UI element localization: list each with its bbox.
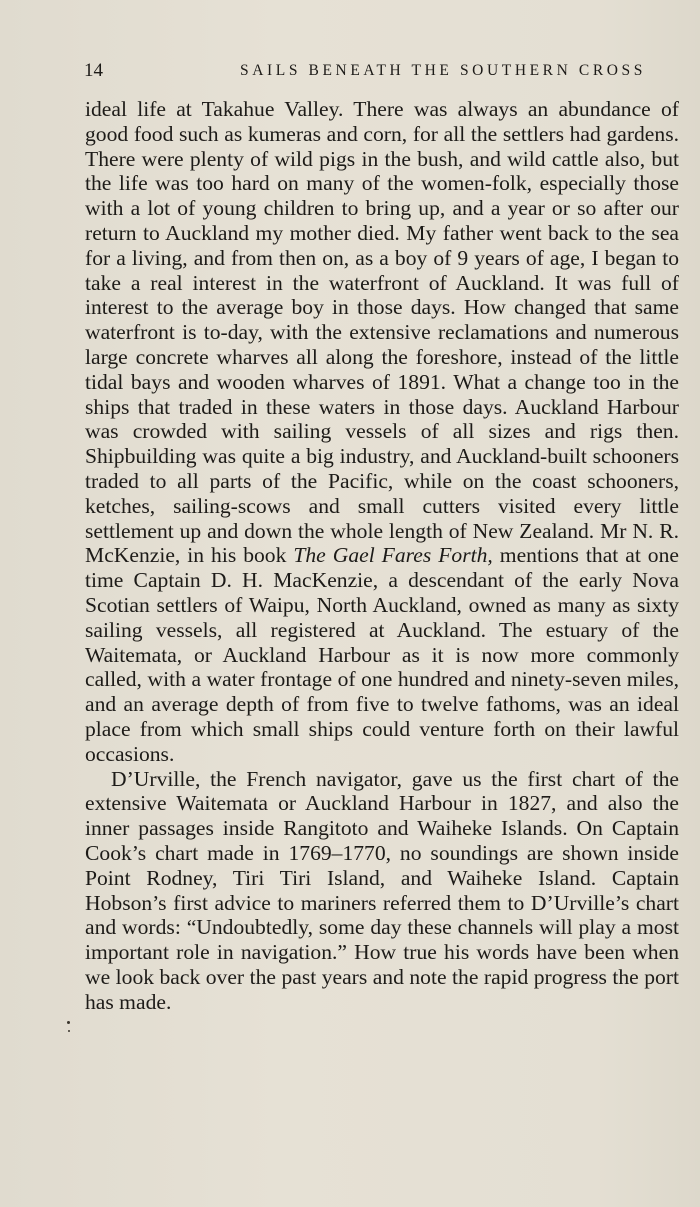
body-text [85,97,679,1014]
page-header [84,58,646,84]
book-title: The Gael Fares Forth, [293,543,493,568]
paragraph-1 [85,97,679,767]
paragraph-1-part-1: ideal life at Takahue Valley. There was always an abundance of good food such as kumeras and corn, for all the settlers had gardens. There were plenty of wild pigs in the bush, and wild cattle also, but the life was too hard on many of the women-folk, especially those with a lot of young children to bring up, and a year or so after our return to Auckland my mother died. My father went back to the sea for a living, and from then on, as a boy of 9 years of age, I began to take a real interest in the waterfront of Auckland. It was full of interest to the average boy in those days. How changed that same waterfront is to-day, with the extensive reclamations and numerous large concrete wharves all along the foreshore, instead of the little tidal bays and wooden wharves of 1891. What a change too in the ships that traded in these waters in those days. Auckland Harbour was crowded with sailing vessels of all sizes and rigs then. Shipbuilding was quite a big industry, and Auckland-built schooners traded to all parts of the Pacific, while on the coast schooners, ketches, sailing-scows and small cutters visited every little settlement up and down the whole length of New Zealand. Mr N. R. McKenzie, in his book [85,97,679,568]
running-head: SAILS BENEATH THE SOUTHERN CROSS [240,62,646,79]
paragraph-2: D’Urville, the French navigator, gave us the first chart of the extensive Waitemata or Auckland Harbour in 1827, and also the inner passages inside Rangitoto and Waiheke Islands. On Captain Cook’s chart made in 1769–1770, no soundings are shown inside Point Rodney, Tiri Tiri Island, and Waiheke Island. Captain Hobson’s first advice to mariners referred them to D’Urville’s chart and words: “Undoubtedly, some day these channels will play a most important role in navigation.” How true his words have been when we look back over the past years and note the rapid progress the port has made. [85,766,679,1014]
print-speck [68,1030,70,1032]
paragraph-1-part-2: mentions that at one time Captain D. H. MacKenzie, a descendant of the early Nova Scotian settlers of Waipu, North Auckland, owned as many as sixty sailing vessels, all registered at Auckland. The estuary of the Waitemata, or Auckland Harbour as it is now more commonly called, with a water frontage of one hundred and ninety-seven miles, and an average depth of from five to twelve fathoms, was an ideal place from which small ships could venture forth on their lawful occasions. [85,543,679,766]
page-number: 14 [84,60,103,81]
print-speck [67,1021,70,1024]
